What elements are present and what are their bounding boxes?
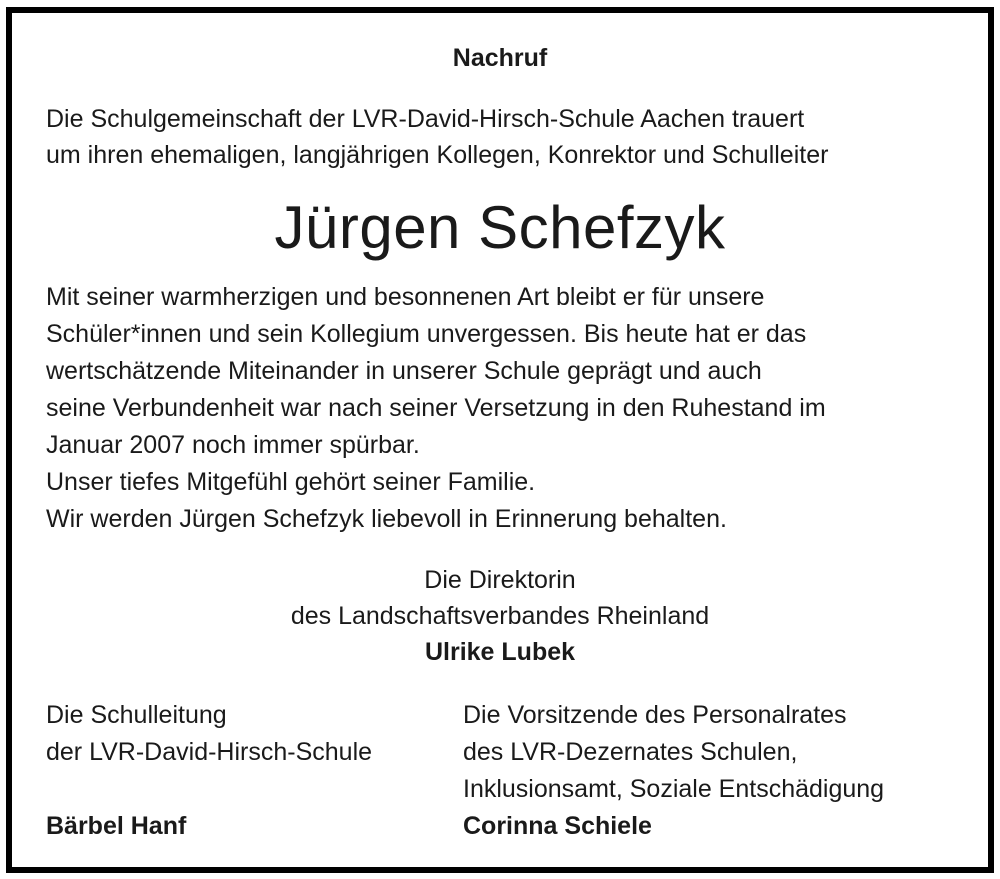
body-line: Januar 2007 noch immer spürbar. [46,431,420,459]
intro-paragraph [46,101,828,173]
staff-council-department: des LVR-Dezernates Schulen, [463,738,798,766]
notice-heading: Nachruf [452,44,548,72]
body-line: Mit seiner warmherzigen und besonnenen Art bleibt er für unsere [46,283,765,311]
body-line: wertschätzende Miteinander in unserer Schule geprägt und auch [46,357,762,385]
intro-line: Die Schulgemeinschaft der LVR-David-Hirsch-Schule Aachen trauert [46,105,805,133]
staff-council-department-cont: Inklusionsamt, Soziale Entschädigung [463,775,885,803]
school-management-organization: der LVR-David-Hirsch-Schule [46,738,373,766]
staff-council-name: Corinna Schiele [463,812,652,840]
school-management-title: Die Schulleitung [46,701,227,729]
body-line: Unser tiefes Mitgefühl gehört seiner Familie. [46,468,536,496]
director-organization: des Landschaftsverbandes Rheinland [290,602,710,630]
school-management-block [46,697,372,771]
school-management-name: Bärbel Hanf [46,812,187,840]
body-line: seine Verbundenheit war nach seiner Versetzung in den Ruhestand im [46,394,826,422]
body-line: Schüler*innen und sein Kollegium unvergessen. Bis heute hat er das [46,320,807,348]
director-name: Ulrike Lubek [424,638,576,666]
director-signature-block [0,562,1000,670]
staff-council-block [463,697,884,808]
staff-council-title: Die Vorsitzende des Personalrates [463,701,847,729]
director-title: Die Direktorin [424,566,576,594]
deceased-name: Jürgen Schefzyk [274,194,726,261]
body-line: Wir werden Jürgen Schefzyk liebevoll in Erinnerung behalten. [46,505,727,533]
intro-line: um ihren ehemaligen, langjährigen Kollegen, Konrektor und Schulleiter [46,141,829,169]
body-paragraph [46,279,826,538]
